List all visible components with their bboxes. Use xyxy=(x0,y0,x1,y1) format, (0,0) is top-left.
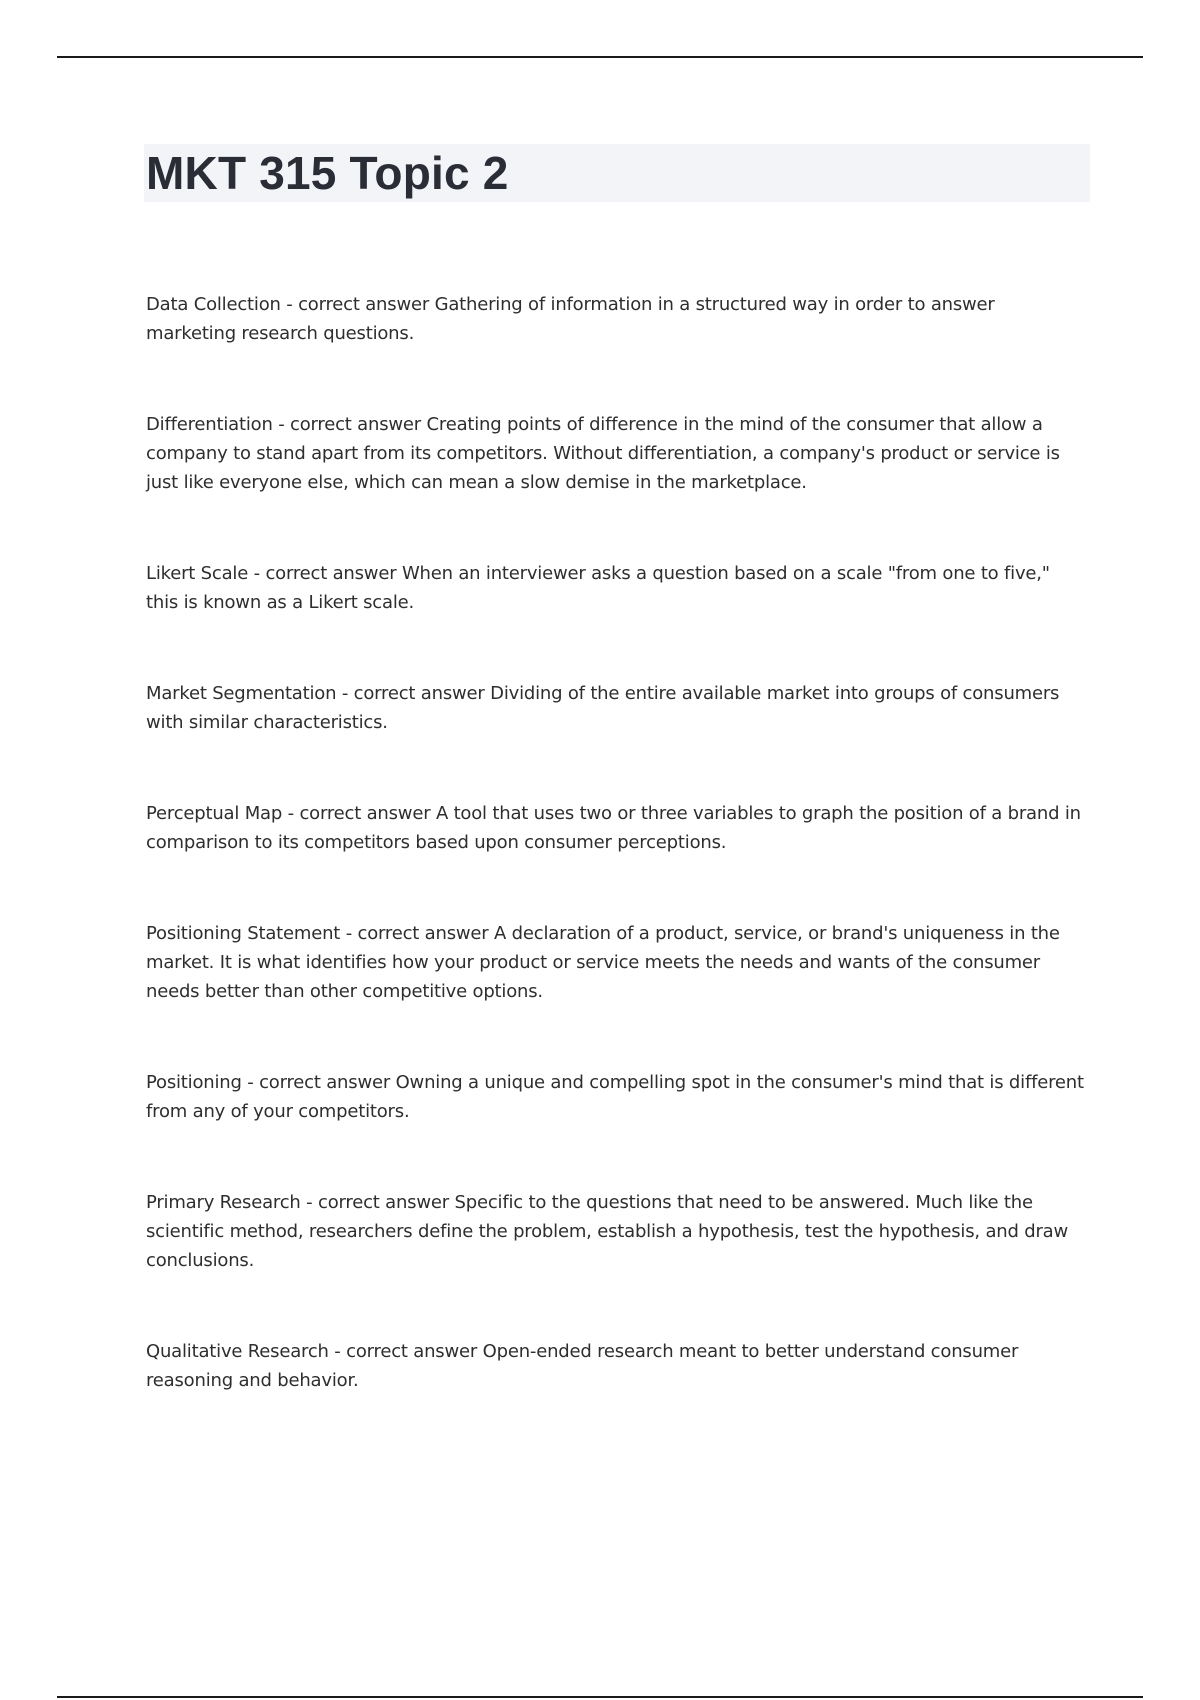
flashcard-entry xyxy=(146,799,1086,857)
entry-term: Differentiation - xyxy=(146,414,290,435)
entry-term: Qualitative Research - xyxy=(146,1341,346,1362)
flashcard-entry xyxy=(146,1068,1086,1126)
flashcard-entry xyxy=(146,290,1086,348)
flashcard-entry xyxy=(146,1188,1086,1275)
entry-definition: Owning a unique and compelling spot in the consumer's mind that is different from any of your competitors. xyxy=(146,1072,1084,1122)
answer-marker: correct answer xyxy=(298,294,430,315)
answer-marker: correct answer xyxy=(318,1192,449,1213)
entry-term: Positioning Statement - xyxy=(146,923,358,944)
answer-marker: correct answer xyxy=(346,1341,478,1362)
answer-marker: correct answer xyxy=(259,1072,391,1093)
flashcard-entry xyxy=(146,559,1086,617)
entry-definition: A declaration of a product, service, or brand's uniqueness in the market. It is what identifies how your product or service meets the needs and wants of the consumer needs better than other competitive options. xyxy=(146,923,1060,1002)
entry-definition: Dividing of the entire available market into groups of consumers with similar characteristics. xyxy=(146,683,1060,733)
entry-definition: Specific to the questions that need to be answered. Much like the scientific method, researchers define the problem, establish a hypothesis, test the hypothesis, and draw conclusions. xyxy=(146,1192,1069,1271)
flashcard-list xyxy=(146,290,1086,1457)
entry-term: Likert Scale - xyxy=(146,563,265,584)
entry-term: Data Collection - xyxy=(146,294,298,315)
answer-marker: correct answer xyxy=(357,923,489,944)
entry-term: Market Segmentation - xyxy=(146,683,354,704)
flashcard-entry xyxy=(146,919,1086,1006)
entry-definition: Open-ended research meant to better understand consumer reasoning and behavior. xyxy=(146,1341,1019,1391)
flashcard-entry xyxy=(146,410,1086,497)
bottom-rule xyxy=(57,1696,1143,1698)
entry-term: Perceptual Map - xyxy=(146,803,299,824)
entry-term: Positioning - xyxy=(146,1072,259,1093)
answer-marker: correct answer xyxy=(265,563,397,584)
top-rule xyxy=(57,56,1143,58)
document-title: MKT 315 Topic 2 xyxy=(146,147,509,199)
answer-marker: correct answer xyxy=(299,803,431,824)
entry-definition: Gathering of information in a structured way in order to answer marketing research questions. xyxy=(146,294,995,344)
entry-definition: Creating points of difference in the mind of the consumer that allow a company to stand apart from its competitors. Without differentiation, a company's product or service is just like everyone else, which can mean a slow demise in the marketplace. xyxy=(146,414,1060,493)
entry-definition: When an interviewer asks a question based on a scale "from one to five," this is known as a Likert scale. xyxy=(146,563,1050,613)
entry-term: Primary Research - xyxy=(146,1192,318,1213)
answer-marker: correct answer xyxy=(290,414,421,435)
answer-marker: correct answer xyxy=(353,683,485,704)
entry-definition: A tool that uses two or three variables to graph the position of a brand in comparison to its competitors based upon consumer perceptions. xyxy=(146,803,1081,853)
flashcard-entry xyxy=(146,679,1086,737)
flashcard-entry xyxy=(146,1337,1086,1395)
